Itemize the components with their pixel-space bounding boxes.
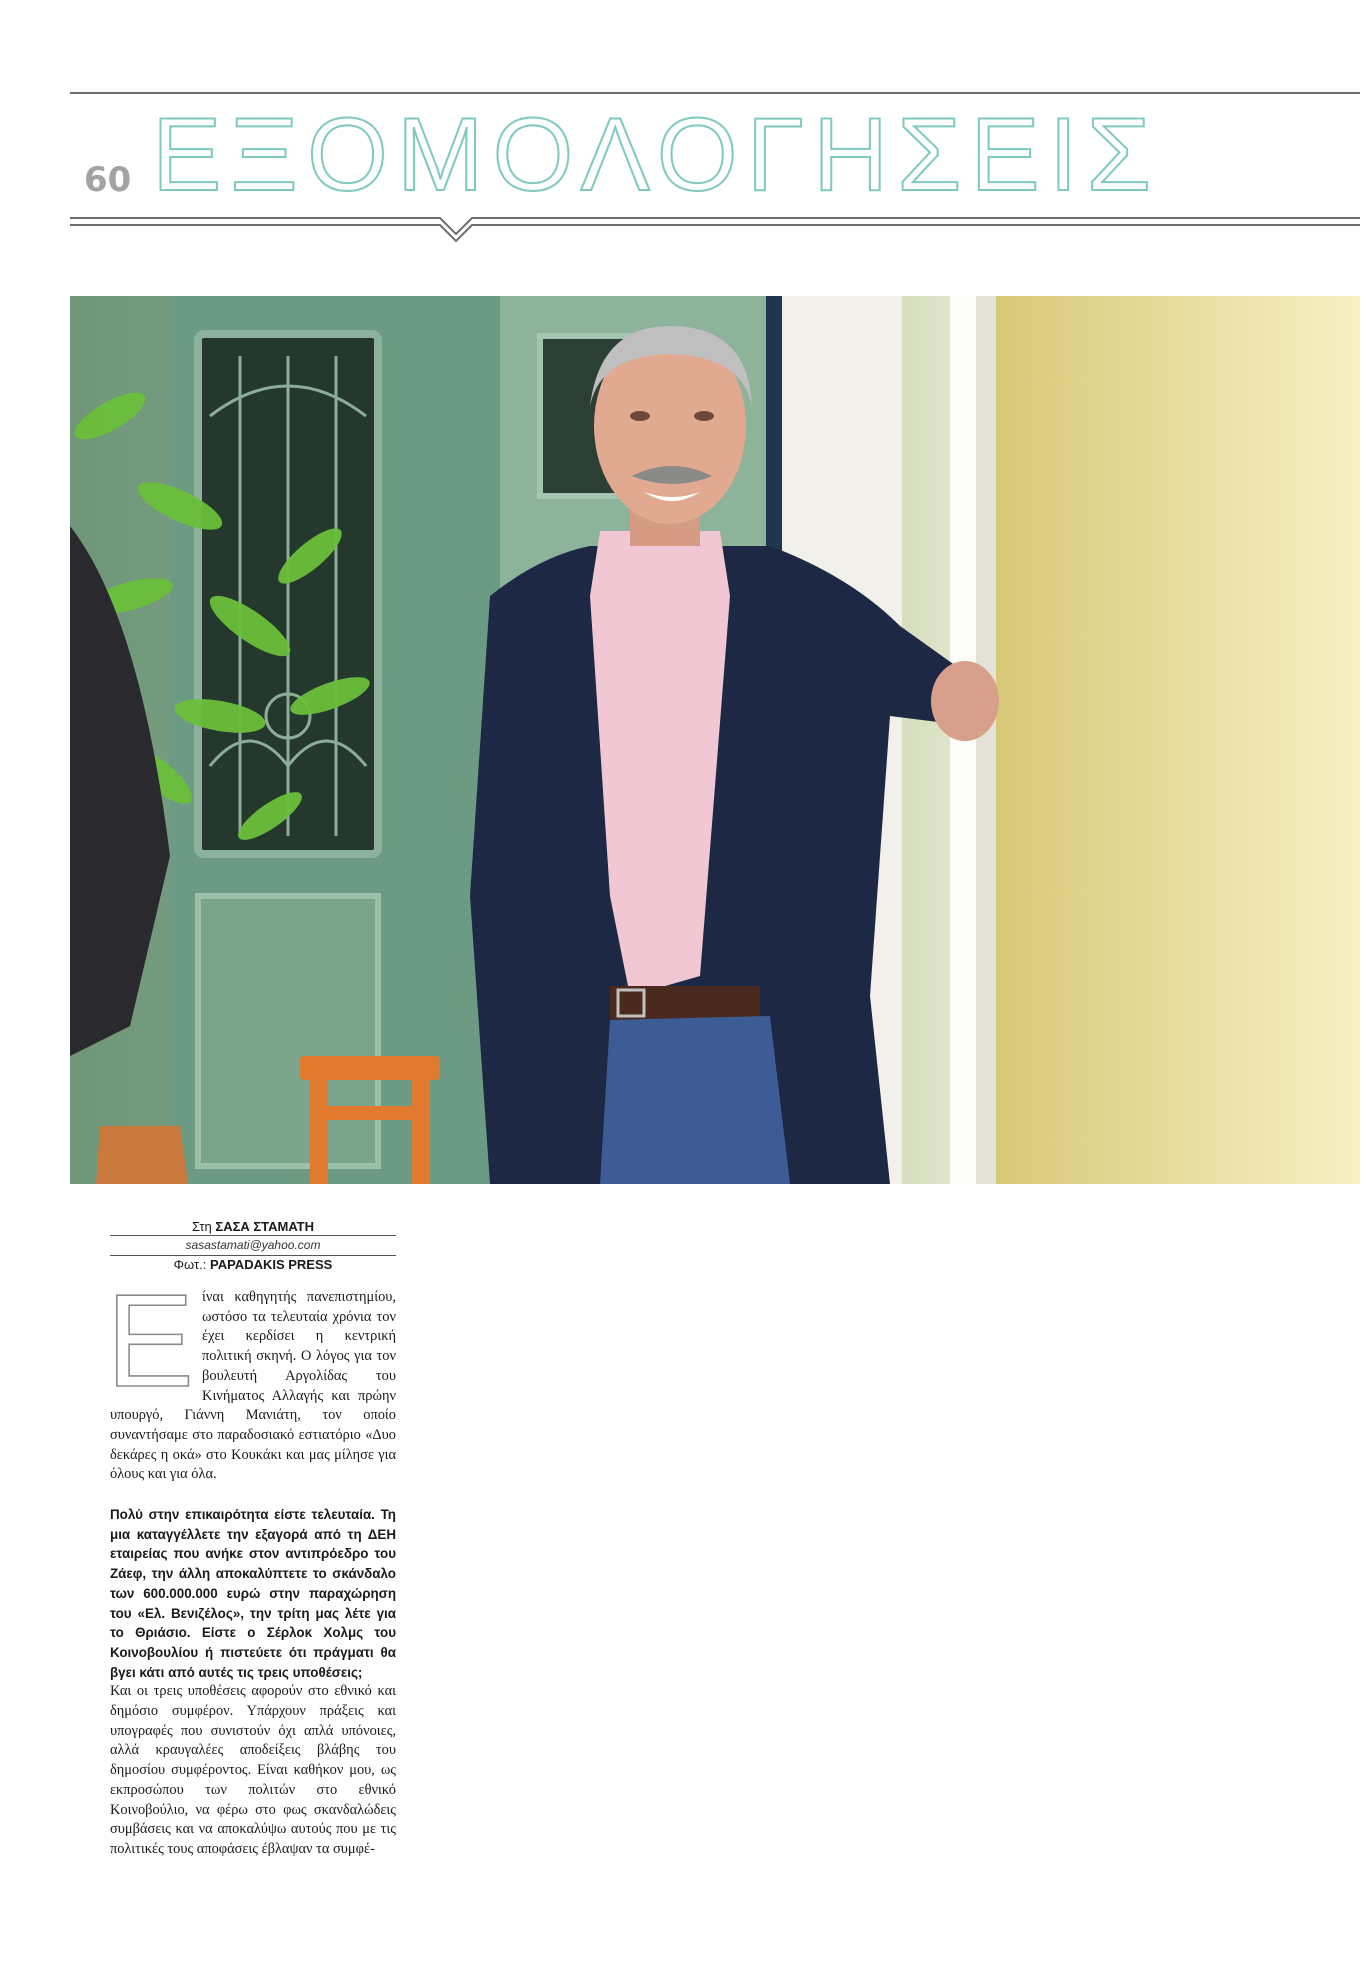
intro-text: ίναι καθηγητής πανεπιστημίου, ωστόσο τα τελευταία χρόνια τον έχει κερδίσει η κεντρική πολιτική σκηνή. Ο λόγος για τον βουλευτή Αργολίδας του Κινήματος Αλλαγής και πρώην υπουργό, Γιάννη Μανιάτη, τον οποίο συναντήσαμε στο παραδοσιακό εστιατόριο «Δυο δεκάρες η οκά» στο Κουκάκι και μας μίλησε για όλους και για όλα. [110,1289,396,1483]
photo-prefix: Φωτ.: [173,1257,207,1272]
author-name: ΣΑΣΑ ΣΤΑΜΑΤΗ [215,1219,315,1234]
author-prefix: Στη [191,1219,212,1234]
page-number: 60 [84,160,132,200]
top-rule [70,92,1360,94]
author-email: sasastamati@yahoo.com [110,1235,396,1256]
photo-credit: PAPADAKIS PRESS [210,1257,333,1272]
header-chevron-rule [70,214,1360,254]
portrait-photo [70,296,1360,1184]
article-intro [106,1267,396,1485]
interview-question: Πολύ στην επικαιρότητα είστε τελευταία. Τη μια καταγγέλλετε την εξαγορά από τη ΔΕΗ εταιρείας που ανήκε στον αντιπρόεδρο του Ζάεφ, την άλλη αποκαλύπτετε το σκάνδαλο των 600.000.000 ευρώ στην παραχώρηση του «Ελ. Βενιζέλος», την τρίτη μας λέτε για το Θριάσιο. Είστε ο Σέρλοκ Χολμς του Κοινοβουλίου ή πιστεύετε ότι πράγματι θα βγει κάτι από αυτές τις τρεις υποθέσεις; [110,1507,396,1680]
interview-answer: Και οι τρεις υποθέσεις αφορούν στο εθνικό και δημόσιο συμφέρον. Υπάρχουν πράξεις και υπογραφές που συνιστούν όχι απλά υπόνοιες, αλλά κραυγαλέες αποδείξεις βλάβης του δημοσίου συμφέροντος. Είναι καθήκον μου, ως εκπροσώπου των πολιτών στο εθνικό Κοινοβούλιο, να φέρω στο φως σκανδαλώδεις συμβάσεις και να αποκαλύψω αυτούς που με τις πολιτικές τους αποφάσεις έβλαψαν τα συμφέ- [110,1683,396,1857]
drop-cap: Ε [106,1267,195,1414]
article-body [106,1267,396,1860]
author-line [110,1218,396,1235]
byline [110,1218,396,1273]
section-title: ΕΞΟΜΟΛΟΓΗΣΕΙΣ [152,97,1160,213]
